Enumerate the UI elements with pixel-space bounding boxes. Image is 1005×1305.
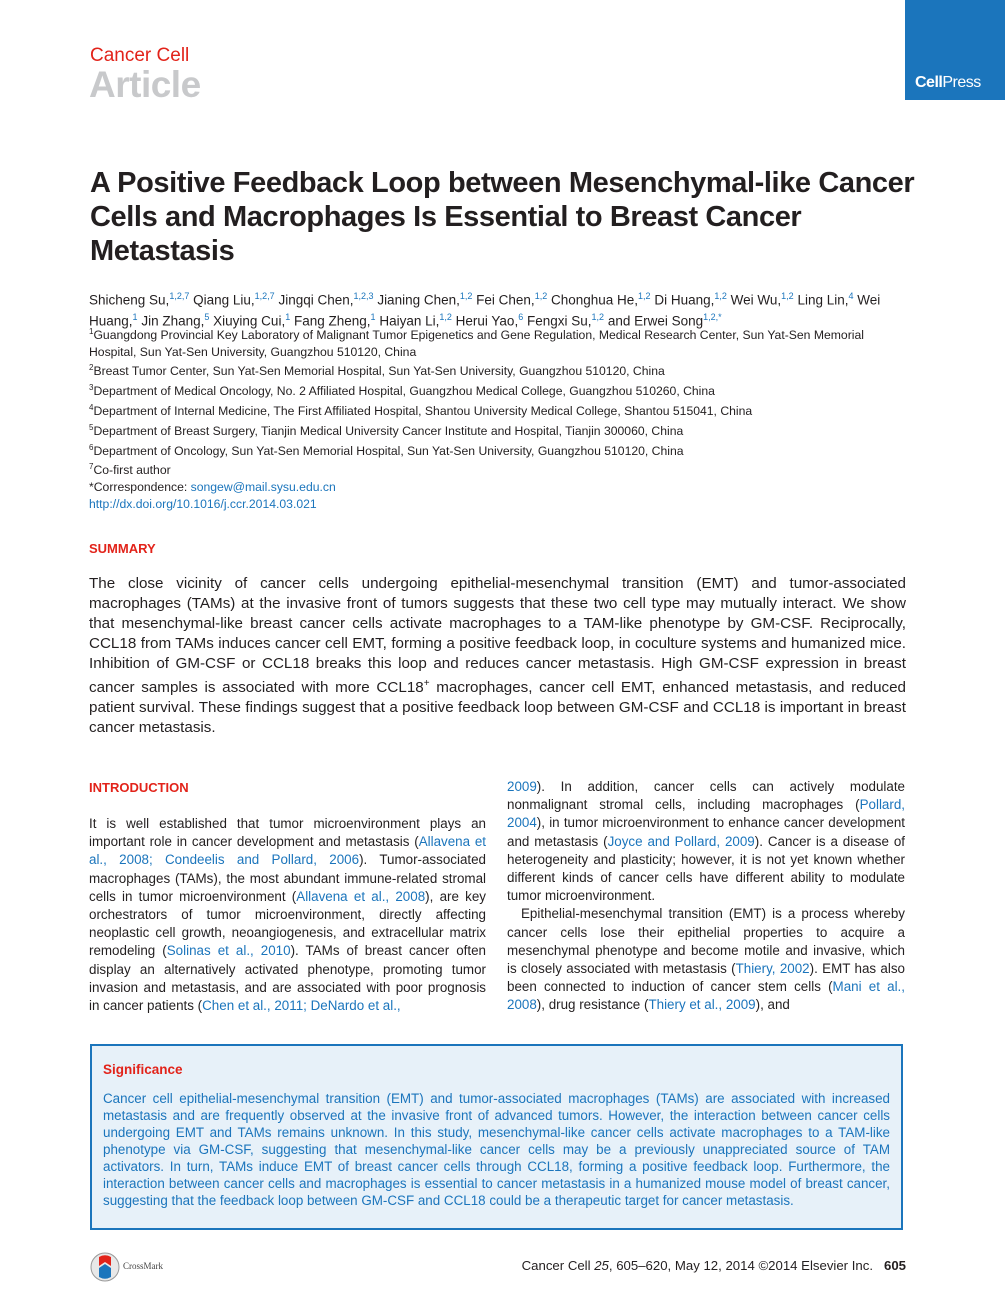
significance-box	[90, 1044, 903, 1230]
author-name: Shicheng Su,	[89, 292, 170, 308]
reference-link[interactable]: Joyce and Pollard, 2009	[607, 833, 755, 849]
author-affiliation-sup[interactable]: 1,2	[591, 311, 605, 322]
author-affiliation-sup[interactable]: 4	[848, 291, 854, 301]
affiliation-item: $^5$Department of Breast Surgery, Tianjin Medical University Cancer Institute and Hospital, Tianjin 300060, China	[89, 422, 684, 438]
body-text: ). TAMs of breast cancer often display an alternatively activated phenotype, promoting tumor invasion and metastasis, and are associated with poor prognosis in cancer patients (	[89, 943, 486, 1014]
author-name: Di Huang,	[654, 292, 715, 308]
author-affiliation-sup[interactable]: 1,2	[534, 291, 548, 301]
affiliations	[89, 324, 899, 512]
author-name: Jin Zhang,	[141, 313, 205, 328]
author-affiliation-sup[interactable]: 1,2	[638, 291, 651, 301]
body-text: ). EMT has also been connected to induction of cancer stem cells (	[507, 961, 905, 995]
logo-cell: Cell	[915, 74, 943, 91]
summary-text: The close vicinity of cancer cells undergoing epithelial-mesenchymal transition (EMT) and tumor-associated macrophages (TAMs) at the invasive front of tumors suggests that these two cell type may mutually interact. We show that mesenchymal-like breast cancer cells activate macrophages to a TAM-like phenotype by GM-CSF. Reciprocally, CCL18 from TAMs induces cancer cell EMT, forming a positive feedback loop, in coculture systems and humanized mice. Inhibition of GM-CSF or CCL18 breaks this loop and reduces cancer metastasis. High GM-CSF expression in breast cancer samples is associated with more CCL18+ macrophages, cancer cell EMT, enhanced metastasis, and reduced patient survival. These findings suggest that a positive feedback loop between GM-CSF and CCL18 is important in breast cancer metastasis.	[89, 575, 906, 737]
author-affiliation-sup[interactable]: 1,2,7	[254, 291, 275, 301]
significance-text: Cancer cell epithelial-mesenchymal transition (EMT) and tumor-associated macrophages (TAMs) are associated with increased metastasis and are frequently observed at the invasive front of advanced tumors. However, the interaction between cancer cells undergoing EMT and TAMs remains unknown. In this study, mesenchymal-like cancer cells activate macrophages to a TAM-like phenotype via GM-CSF, suggesting that mesenchymal-like cancer cells may be a previously unappreciated source of TAM activators. In turn, TAMs induce EMT of breast cancer cells through CCL18, forming a positive feedback loop. Furthermore, the interaction between cancer cells and macrophages is essential to cancer metastasis in a humanized mouse model of breast cancer, suggesting that the feedback loop between GM-CSF and CCL18 could be a therapeutic target for cancer metastasis.	[103, 1091, 890, 1208]
page-number: 605	[883, 1258, 906, 1273]
author-name: Wei Wu,	[730, 292, 782, 308]
reference-link[interactable]: Allavena et al., 2008; Condeelis and Pollard, 2006	[89, 834, 486, 868]
author-name: Jianing Chen,	[377, 292, 460, 308]
affiliation-item: $^3$Department of Medical Oncology, No. 2 Affiliated Hospital, Guangzhou Medical College, Guangzhou 510260, China	[89, 383, 715, 399]
body-text: ), drug resistance (	[536, 997, 649, 1013]
author-affiliation-sup[interactable]: 1	[370, 311, 376, 322]
logo-press: Press	[942, 74, 981, 91]
body-text: ). Cancer is a disease of heterogeneity and plasticity; however, it is not yet known whether different kinds of cancer cells have different ability to modulate tumor microenvironment.	[507, 833, 905, 904]
reference-link[interactable]: Thiery, 2002	[735, 961, 810, 977]
author-name: Chonghua He,	[550, 292, 639, 308]
author-name: Qiang Liu,	[193, 292, 255, 308]
article-type: Article	[89, 64, 201, 105]
reference-link[interactable]: Mani et al., 2008	[507, 979, 905, 1013]
author-affiliation-sup[interactable]: 1	[132, 311, 138, 322]
author-name: Fengxi Su,	[526, 313, 592, 328]
author-affiliation-sup[interactable]: 1,2	[714, 291, 727, 301]
cellpress-logo[interactable]	[905, 0, 1005, 100]
author-name: Jingqi Chen,	[278, 292, 354, 308]
author-name: Haiyan Li,	[379, 313, 440, 328]
body-text: It is well established that tumor microenvironment plays an important role in cancer development and metastasis (	[89, 816, 486, 850]
body-text: ). In addition, cancer cells can actively modulate nonmalignant stromal cells, including macrophages (	[507, 779, 905, 813]
introduction-heading: INTRODUCTION	[89, 780, 189, 795]
author-affiliation-sup[interactable]: 1,2	[781, 291, 794, 301]
significance-heading: Significance	[103, 1062, 183, 1077]
footer-citation: Cancer Cell 25, 605–620, May 12, 2014 ©2014 Elsevier Inc.	[521, 1258, 873, 1273]
summary-heading: SUMMARY	[89, 541, 156, 556]
author-affiliation-sup[interactable]: 1,2,3	[353, 291, 374, 301]
author-name: Wei Huang,	[89, 292, 881, 328]
author-name: Herui Yao,	[455, 313, 519, 328]
affiliation-item: $^7$Co-first author	[89, 462, 171, 478]
journal-name: Cancer Cell	[90, 45, 190, 66]
author-affiliation-sup[interactable]: 1,2	[459, 291, 473, 301]
reference-link[interactable]: Solinas et al., 2010	[166, 943, 291, 959]
author-affiliation-sup[interactable]: 1,2,7	[169, 291, 190, 301]
affiliation-item: $^1$Guangdong Provincial Key Laboratory of Malignant Tumor Epigenetics and Gene Regulation, Medical Research Center, Sun Yat-Sen Memorial Hospital, Sun Yat-Sen University, Guangzhou 510120, China	[89, 327, 864, 359]
intro-left-column	[89, 815, 486, 1015]
reference-link[interactable]: Pollard, 2004	[507, 797, 905, 831]
author-affiliation-sup[interactable]: 1,2	[439, 311, 452, 322]
author-name: Xiuying Cui,	[213, 313, 286, 328]
author-affiliation-sup[interactable]: 1	[285, 311, 291, 322]
paper-title: A Positive Feedback Loop between Mesenchymal-like Cancer Cells and Macrophages Is Essential to Breast Cancer Metastasis	[90, 167, 915, 267]
crossmark-icon	[90, 1252, 120, 1282]
author-name: and Erwei Song	[607, 313, 704, 328]
author-affiliation-sup[interactable]: 1,2,*	[703, 311, 722, 322]
affiliation-item: $^2$Breast Tumor Center, Sun Yat-Sen Memorial Hospital, Sun Yat-Sen University, Guangzhou 510120, China	[89, 363, 665, 379]
author-name: Fang Zheng,	[293, 313, 371, 328]
body-text: ), are key orchestrators of tumor microenvironment, directly affecting neoplastic cell growth, neoangiogenesis, and extracellular matrix remodeling (	[89, 888, 486, 959]
doi-link[interactable]: http://dx.doi.org/10.1016/j.ccr.2014.03.021	[89, 496, 317, 511]
affiliation-item: $^4$Department of Internal Medicine, The First Affiliated Hospital, Shantou University Medical College, Shantou 515041, China	[89, 403, 753, 419]
crossmark-badge[interactable]	[90, 1252, 210, 1282]
reference-link[interactable]: Chen et al., 2011; DeNardo et al.,	[202, 998, 401, 1014]
author-name: Fei Chen,	[476, 292, 535, 308]
body-text: ), in tumor microenvironment to enhance cancer development and metastasis (	[507, 815, 905, 849]
author-list	[89, 288, 919, 329]
correspondence-email[interactable]: songew@mail.sysu.edu.cn	[190, 480, 336, 495]
author-affiliation-sup[interactable]: 5	[204, 311, 210, 322]
reference-link[interactable]: Thiery et al., 2009	[648, 997, 756, 1013]
reference-link[interactable]: 2009	[507, 779, 537, 794]
author-affiliation-sup[interactable]: 6	[518, 311, 524, 322]
crossmark-label: CrossMark	[123, 1261, 163, 1271]
author-name: Ling Lin,	[797, 292, 849, 308]
correspondence: *Correspondence: songew@mail.sysu.edu.cn	[89, 480, 336, 495]
affiliation-item: $^6$Department of Oncology, Sun Yat-Sen Memorial Hospital, Sun Yat-Sen University, Guangzhou 510120, China	[89, 442, 684, 458]
body-text: ). Tumor-associated macrophages (TAMs), the most abundant immune-related stromal cells in tumor microenvironment (	[89, 852, 487, 904]
intro-right-column	[507, 778, 905, 1015]
body-text: Epithelial-mesenchymal transition (EMT) is a process whereby cancer cells lose their epithelial properties to acquire a mesenchymal phenotype and become motile and invasive, which is closely associated with metastasis (	[507, 906, 905, 977]
body-text: ), and	[755, 997, 790, 1013]
reference-link[interactable]: Allavena et al., 2008	[296, 888, 426, 904]
